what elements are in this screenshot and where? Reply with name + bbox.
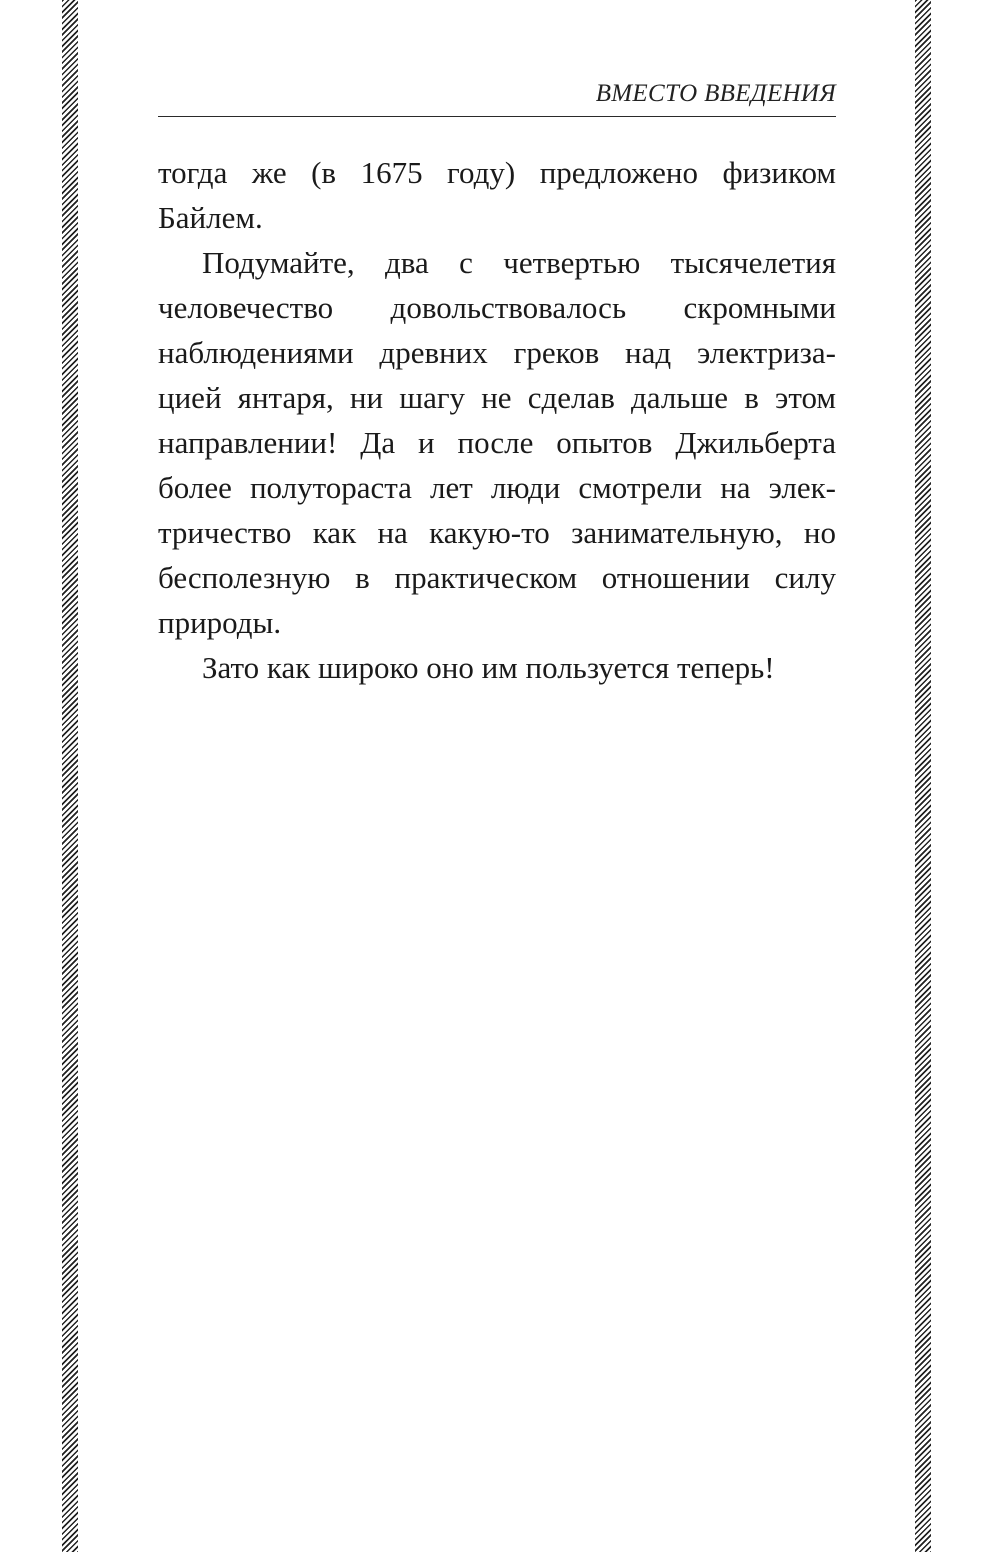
text-line: цией янтаря, ни шагу не сделав дальше в этом (158, 380, 836, 415)
decorative-border-right (915, 0, 931, 1552)
body-text (158, 150, 836, 690)
running-head (158, 72, 836, 117)
text-line: Байлем. (158, 200, 263, 235)
text-line: направлении! Да и после опытов Джильберта (158, 425, 836, 460)
paragraph (158, 150, 836, 240)
paragraph (158, 645, 836, 690)
decorative-border-left (62, 0, 78, 1552)
text-line: тогда же (в 1675 году) предложено физиком (158, 155, 836, 190)
text-line: более полутораста лет люди смотрели на элек- (158, 470, 836, 505)
text-line: природы. (158, 605, 282, 640)
text-line: тричество как на какую-то занимательную, но (158, 515, 836, 550)
text-line: наблюдениями древних греков над электриза- (158, 335, 836, 370)
paragraph (158, 240, 836, 645)
text-line: Подумайте, два с четвертью тысячелетия (202, 245, 836, 280)
running-title: ВМЕСТО ВВЕДЕНИЯ (595, 80, 836, 107)
text-line: бесполезную в практическом отношении силу (158, 560, 836, 595)
text-line: человечество довольствовалось скромными (158, 290, 836, 325)
text-line: Зато как широко оно им пользуется теперь! (202, 650, 775, 685)
